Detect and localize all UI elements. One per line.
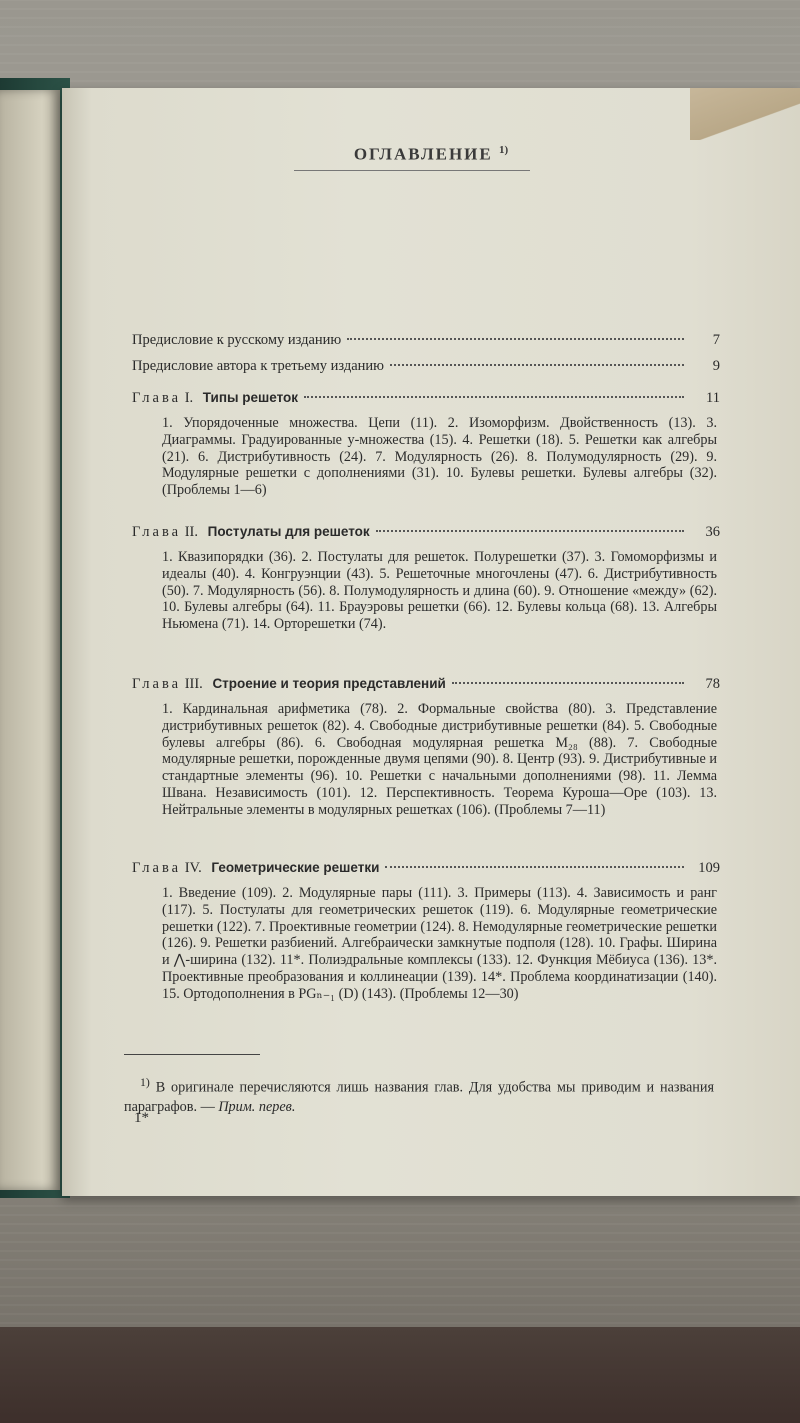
chapter-heading-3[interactable]: [132, 676, 720, 696]
chapter-name: Постулаты для решеток: [207, 524, 370, 539]
footnote: [124, 1073, 714, 1117]
chapter-page: 109: [698, 860, 720, 876]
chapter-sections-3: 1. Кардинальная арифметика (78). 2. Формальные свойства (80). 3. Представление дистрибутивных решеток (82). 4. Свободные дистрибутивные решетки (84). 5. Свободные булевы алгебры (86). 6. Свободная модулярная решетка M₂₈ (88). 7. Свободные модулярные решетки, порожденные двумя цепями (90). 8. Центр (93). 9. Дистрибутивные и стандартные элементы (96). 10. Решетки с начальными дополнениями (98). 11. Лемма Швана. Независимость (101). 12. Перспективность. Теорема Куроша—Оре (103). 13. Нейтральные элементы в модулярных решетках (106). (Проблемы 7—11): [162, 701, 717, 818]
dot-leader: [390, 364, 684, 366]
dot-leader: [452, 682, 684, 684]
signature-mark: 1*: [134, 1110, 149, 1126]
chapter-prefix: Глава: [132, 860, 182, 876]
chapter-heading-2[interactable]: [132, 524, 720, 544]
front-entry-page: 9: [712, 358, 720, 374]
chapter-sections-1: 1. Упорядоченные множества. Цепи (11). 2. Изоморфизм. Двойственность (13). 3. Диаграммы. Градуированные у-множества (15). 4. Решетки (18). 5. Решетки как алгебры (21). 6. Дистрибутивность (24). 7. Модулярность (26). 8. Полумодулярность (29). 9. Модулярные решетки с дополнениями (31). 10. Булевы решетки. Булевы алгебры (32). (Проблемы 1—6): [162, 415, 717, 499]
chapter-number: IV.: [184, 860, 202, 876]
page-title: [62, 144, 800, 165]
chapter-prefix: Глава: [132, 676, 182, 692]
chapter-label: [132, 524, 370, 541]
page-content: [62, 88, 800, 1196]
chapter-number: I.: [184, 390, 194, 406]
chapter-page: 36: [705, 524, 720, 540]
chapter-page: 11: [706, 390, 720, 406]
chapter-number: II.: [184, 524, 198, 540]
chapter-name: Геометрические решетки: [211, 860, 380, 875]
chapter-prefix: Глава: [132, 524, 182, 540]
left-page-edge: [0, 90, 60, 1190]
dot-leader: [376, 530, 684, 532]
dot-leader: [304, 396, 684, 398]
chapter-prefix: Глава: [132, 390, 182, 406]
footnote-text: В оригинале перечисляются лишь названия глав. Для удобства мы приводим и названия параграфов. —: [124, 1079, 715, 1115]
dot-leader: [347, 338, 684, 340]
front-entry[interactable]: [132, 358, 720, 378]
front-entry-label: Предисловие автора к третьему изданию: [132, 358, 385, 374]
chapter-sections-2: 1. Квазипорядки (36). 2. Постулаты для решеток. Полурешетки (37). 3. Гомоморфизмы и идеалы (40). 4. Конгруэнции (43). 5. Решеточные многочлены (47). 6. Дистрибутивность (50). 7. Модулярность (56). 8. Полумодулярность и длина (60). 9. Отношение «между» (62). 10. Булевы алгебры (64). 11. Брауэровы решетки (66). 12. Булевы кольца (68). 13. Алгебры Ньюмена (71). 14. Орторешетки (74).: [162, 549, 717, 633]
dot-leader: [385, 866, 684, 868]
footnote-rule: [124, 1054, 260, 1055]
chapter-number: III.: [184, 676, 203, 692]
front-entry[interactable]: [132, 332, 720, 352]
footnote-mark: 1): [140, 1075, 150, 1089]
table-edge: [0, 1327, 800, 1423]
footnote-attribution: Прим. перев.: [218, 1098, 296, 1115]
book-page: [62, 88, 800, 1196]
front-entry-page: 7: [712, 332, 720, 348]
title-note-mark: 1): [498, 144, 509, 156]
torn-page-corner: [690, 88, 800, 140]
chapter-name: Строение и теория представлений: [212, 676, 446, 691]
title-text: ОГЛАВЛЕНИЕ: [353, 144, 493, 164]
chapter-name: Типы решеток: [202, 390, 299, 405]
chapter-page: 78: [705, 676, 720, 692]
chapter-heading-4[interactable]: [132, 860, 720, 880]
title-underline: [294, 170, 530, 171]
chapter-label: [132, 676, 446, 693]
chapter-sections-4: 1. Введение (109). 2. Модулярные пары (111). 3. Примеры (113). 4. Зависимость и ранг (117). 5. Постулаты для геометрических решеток (119). 6. Модулярные геометрические решетки (122). 7. Проективные геометрии (124). 8. Немодулярные геометрические решетки (126). 9. Решетки разбиений. Алгебраически замкнутые подполя (128). 10. Графы. Ширина и ⋀-ширина (132). 11*. Полиэдральные комплексы (133). 12. Функция Мёбиуса (136). 13*. Проективные преобразования и коллинеации (139). 14*. Проблема координатизации (140). 15. Ортодополнения в PGₙ₋₁ (D) (143). (Проблемы 12—30): [162, 885, 717, 1002]
chapter-heading-1[interactable]: [132, 390, 720, 410]
chapter-label: [132, 390, 298, 407]
front-entry-label: Предисловие к русскому изданию: [132, 332, 342, 348]
chapter-label: [132, 860, 379, 877]
